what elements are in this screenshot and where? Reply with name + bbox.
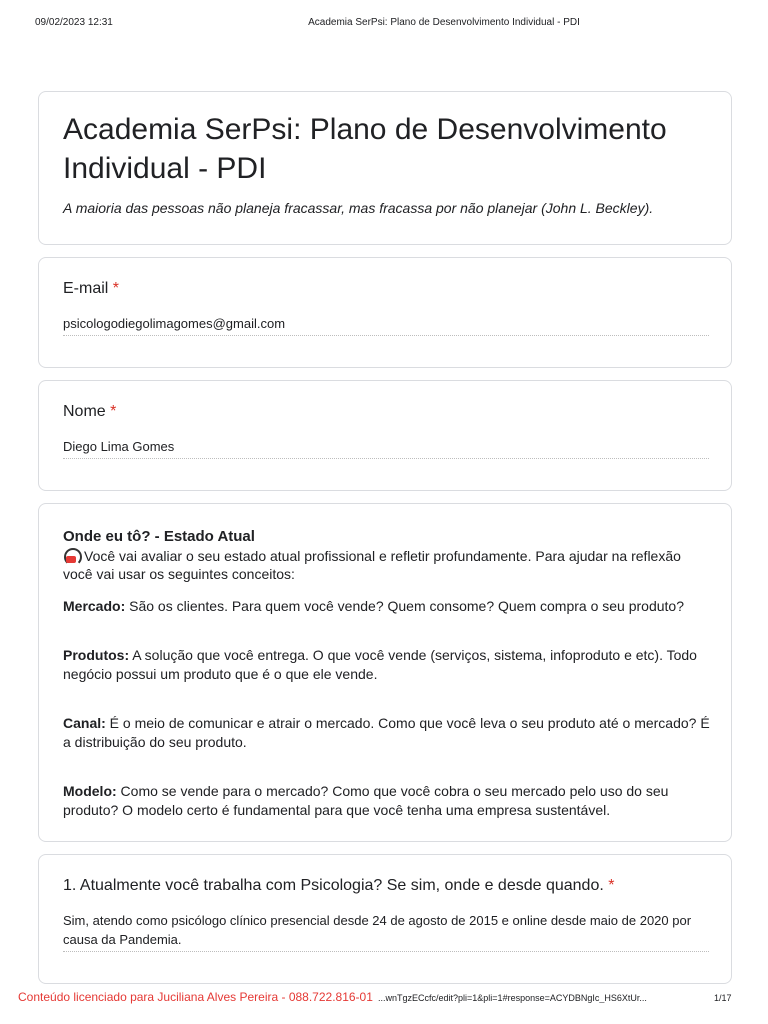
headphones-icon <box>63 548 81 564</box>
nome-label-text: Nome <box>63 403 106 420</box>
section-intro <box>63 547 711 584</box>
required-mark: * <box>608 877 615 894</box>
concept-text: Como se vende para o mercado? Como que você cobra o seu mercado pelo uso do seu produto? O modelo certo é fundamental para que você tenha uma empresa sustentável. <box>63 783 669 818</box>
q1-label-text: 1. Atualmente você trabalha com Psicologia? Se sim, onde e desde quando. <box>63 877 604 894</box>
form-description: A maioria das pessoas não planeja fracassar, mas fracassa por não planejar (John L. Beckley). <box>63 200 654 216</box>
concept-produtos <box>63 646 711 683</box>
concept-text: A solução que você entrega. O que você vende (serviços, sistema, infoproduto e etc). Todo negócio possui um produto que é o que ele vende. <box>63 647 697 682</box>
print-url: ...wnTgzECcfc/edit?pli=1&pli=1#response=ACYDBNgIc_HS6XtUr... <box>378 993 647 1003</box>
email-label <box>63 280 119 298</box>
email-label-text: E-mail <box>63 280 109 297</box>
concept-term: Mercado: <box>63 597 126 614</box>
concept-modelo <box>63 782 711 819</box>
section-title: Onde eu tô? - Estado Atual <box>63 528 255 545</box>
section-intro-text: Você vai avaliar o seu estado atual profissional e refletir profundamente. Para ajudar na reflexão você vai usar os seguintes conceitos: <box>63 547 681 582</box>
nome-field[interactable]: Diego Lima Gomes <box>63 437 709 459</box>
print-title: Academia SerPsi: Plano de Desenvolvimento Individual - PDI <box>308 17 580 28</box>
question-card-email <box>38 257 732 368</box>
concept-term: Produtos: <box>63 647 130 663</box>
print-datetime: 09/02/2023 12:31 <box>35 17 113 28</box>
license-notice: Conteúdo licenciado para Juciliana Alves Pereira - 088.722.816-01 <box>18 990 373 1004</box>
concept-text: São os clientes. Para quem você vende? Quem consome? Quem compra o seu produto? <box>125 597 684 614</box>
question-card-q1 <box>38 854 732 984</box>
email-field[interactable]: psicologodiegolimagomes@gmail.com <box>63 314 709 336</box>
print-header <box>0 17 768 31</box>
q1-label <box>63 877 709 895</box>
section-body <box>63 528 711 819</box>
form-title: Academia SerPsi: Plano de Desenvolvimento Individual - PDI <box>63 113 667 185</box>
concept-text: É o meio de comunicar e atrair o mercado. Como que você leva o seu produto até o mercado? É a distribuição do seu produto. <box>63 715 710 750</box>
required-mark: * <box>110 403 117 420</box>
concept-mercado <box>63 597 711 616</box>
page-number: 1/17 <box>714 993 732 1003</box>
concept-term: Modelo: <box>63 783 117 799</box>
concept-term: Canal: <box>63 715 106 731</box>
question-card-nome <box>38 380 732 491</box>
form-header-card <box>38 91 732 245</box>
section-card-estado-atual <box>38 503 732 842</box>
nome-label <box>63 403 116 421</box>
q1-answer-field[interactable]: Sim, atendo como psicólogo clínico presencial desde 24 de agosto de 2015 e online desde maio de 2020 por causa da Pandemia. <box>63 911 709 952</box>
concept-canal <box>63 714 711 751</box>
required-mark: * <box>112 280 120 297</box>
